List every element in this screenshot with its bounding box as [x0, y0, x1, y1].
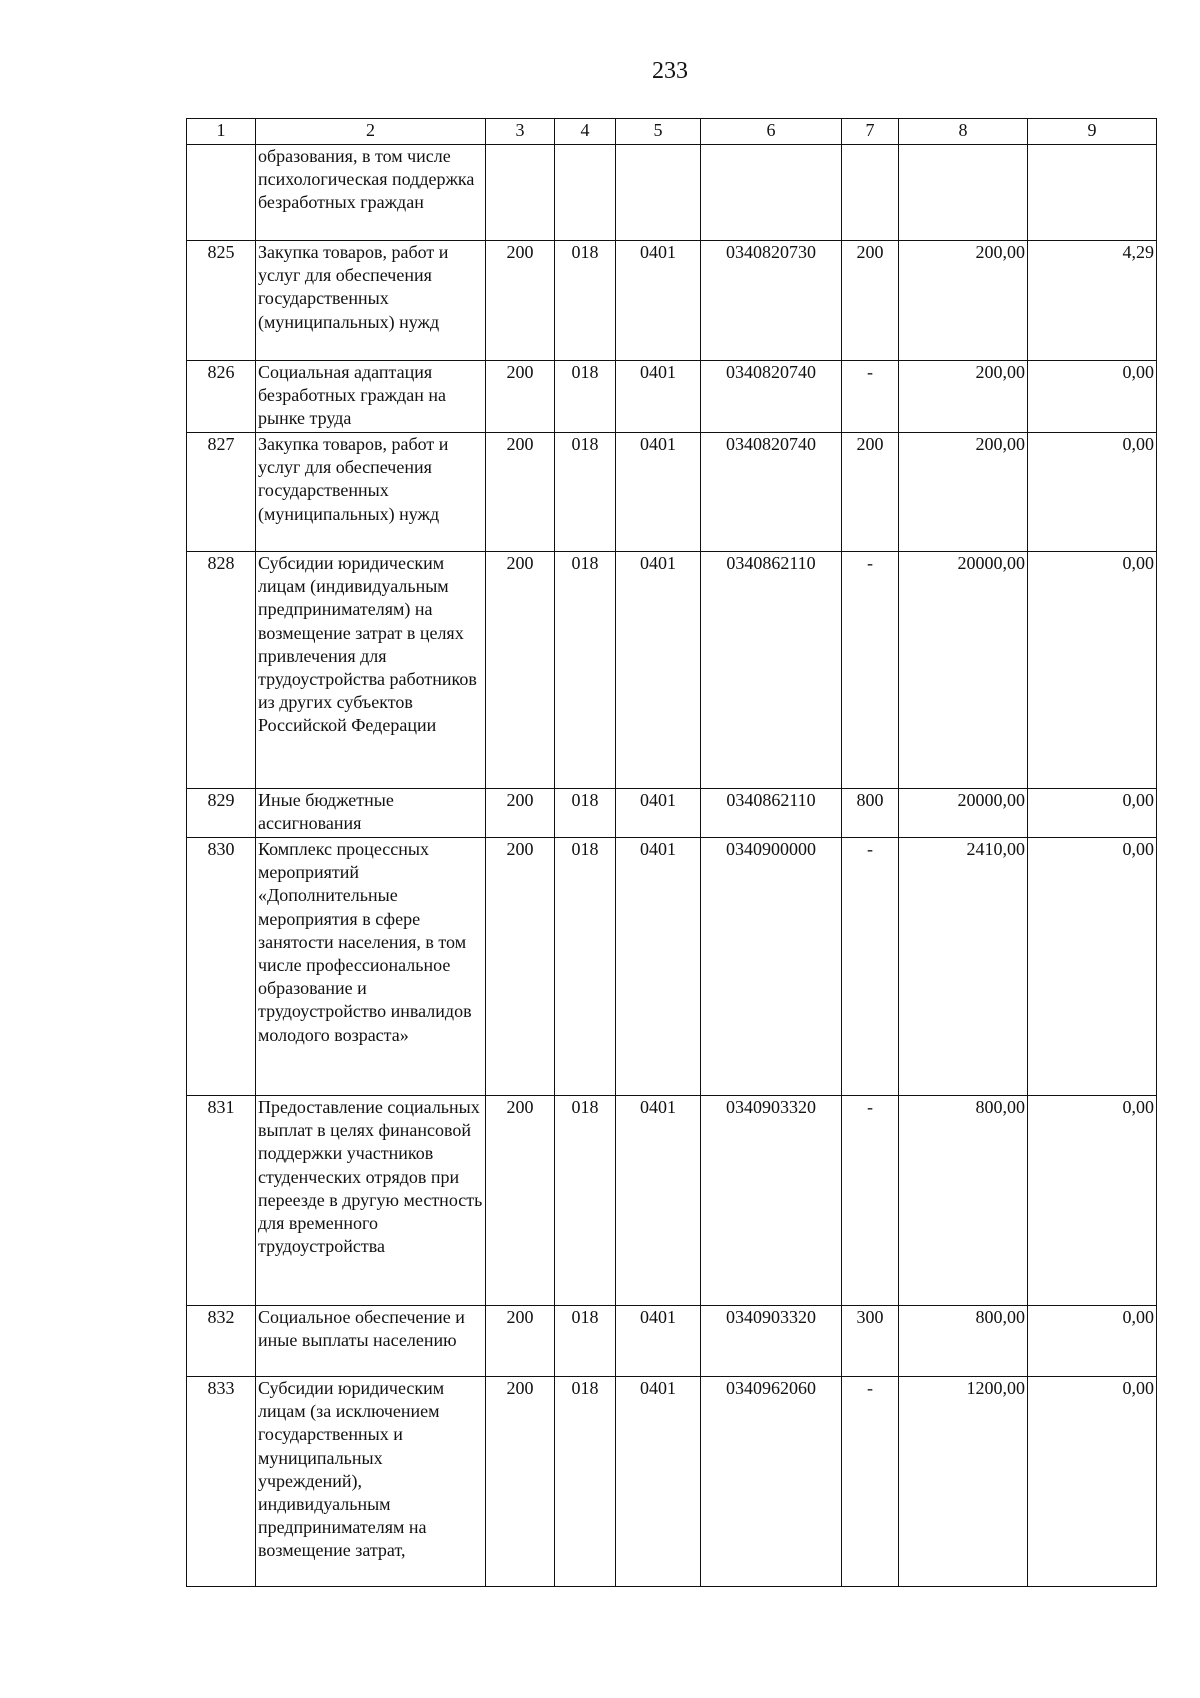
cell-col5: 0401: [616, 789, 701, 838]
cell-col7: -: [842, 1096, 899, 1306]
cell-col5: 0401: [616, 1377, 701, 1587]
row-number-cell: 831: [187, 1096, 256, 1306]
cell-col5: 0401: [616, 361, 701, 433]
cell-col7: 300: [842, 1306, 899, 1377]
row-name-cell: Иные бюджетные ассигнования: [256, 789, 486, 838]
cell-col9: 0,00: [1028, 361, 1157, 433]
row-number-cell: 832: [187, 1306, 256, 1377]
row-number-cell: 833: [187, 1377, 256, 1587]
cell-col7: 200: [842, 433, 899, 552]
cell-col6: [701, 145, 842, 241]
cell-col6: 0340903320: [701, 1096, 842, 1306]
cell-col8: 200,00: [899, 433, 1028, 552]
cell-col6: 0340820730: [701, 241, 842, 361]
cell-col5: [616, 145, 701, 241]
row-number-cell: 825: [187, 241, 256, 361]
cell-col8: 200,00: [899, 241, 1028, 361]
header-cell: 5: [616, 119, 701, 145]
row-number-cell: 827: [187, 433, 256, 552]
cell-col4: 018: [555, 552, 616, 789]
table-row: [187, 361, 1157, 433]
table-row: [187, 1377, 1157, 1587]
cell-col3: 200: [486, 789, 555, 838]
cell-col3: 200: [486, 433, 555, 552]
cell-col8: 20000,00: [899, 789, 1028, 838]
row-number-cell: 830: [187, 838, 256, 1096]
cell-col3: 200: [486, 1096, 555, 1306]
table-row: [187, 433, 1157, 552]
header-cell: 1: [187, 119, 256, 145]
cell-col9: 4,29: [1028, 241, 1157, 361]
cell-col9: 0,00: [1028, 1306, 1157, 1377]
header-cell: 6: [701, 119, 842, 145]
cell-col4: 018: [555, 789, 616, 838]
row-name-cell: Социальное обеспечение и иные выплаты населению: [256, 1306, 486, 1377]
cell-col4: 018: [555, 1306, 616, 1377]
cell-col7: [842, 145, 899, 241]
header-cell: 4: [555, 119, 616, 145]
cell-col4: [555, 145, 616, 241]
table-row: [187, 789, 1157, 838]
cell-col9: 0,00: [1028, 838, 1157, 1096]
budget-table: [186, 118, 1157, 1587]
cell-col3: 200: [486, 1306, 555, 1377]
cell-col6: 0340900000: [701, 838, 842, 1096]
cell-col3: 200: [486, 241, 555, 361]
cell-col6: 0340862110: [701, 789, 842, 838]
row-name-cell: Субсидии юридическим лицам (за исключением государственных и муниципальных учреждений), индивидуальным предпринимателям на возмещение затрат,: [256, 1377, 486, 1587]
row-name-cell: Закупка товаров, работ и услуг для обеспечения государственных (муниципальных) нужд: [256, 433, 486, 552]
row-name-cell: Закупка товаров, работ и услуг для обеспечения государственных (муниципальных) нужд: [256, 241, 486, 361]
cell-col5: 0401: [616, 552, 701, 789]
cell-col9: [1028, 145, 1157, 241]
cell-col4: 018: [555, 1377, 616, 1587]
cell-col7: -: [842, 1377, 899, 1587]
cell-col5: 0401: [616, 241, 701, 361]
cell-col5: 0401: [616, 1096, 701, 1306]
cell-col4: 018: [555, 241, 616, 361]
table-row: [187, 241, 1157, 361]
cell-col4: 018: [555, 361, 616, 433]
cell-col5: 0401: [616, 838, 701, 1096]
cell-col4: 018: [555, 433, 616, 552]
cell-col9: 0,00: [1028, 789, 1157, 838]
cell-col6: 0340903320: [701, 1306, 842, 1377]
row-name-cell: Субсидии юридическим лицам (индивидуальным предпринимателям) на возмещение затрат в целях привлечения для трудоустройства работников из других субъектов Российской Федерации: [256, 552, 486, 789]
cell-col8: 200,00: [899, 361, 1028, 433]
header-cell: 2: [256, 119, 486, 145]
cell-col8: 1200,00: [899, 1377, 1028, 1587]
table-row: [187, 838, 1157, 1096]
cell-col9: 0,00: [1028, 433, 1157, 552]
header-row: [187, 119, 1157, 145]
cell-col9: 0,00: [1028, 1096, 1157, 1306]
row-number-cell: 826: [187, 361, 256, 433]
header-cell: 7: [842, 119, 899, 145]
cell-col8: 20000,00: [899, 552, 1028, 789]
cell-col7: 200: [842, 241, 899, 361]
row-number-cell: 829: [187, 789, 256, 838]
table-row: [187, 1096, 1157, 1306]
cell-col7: 800: [842, 789, 899, 838]
cell-col3: 200: [486, 838, 555, 1096]
table-row: [187, 552, 1157, 789]
row-name-cell: Комплекс процессных мероприятий «Дополнительные мероприятия в сфере занятости населения, в том числе профессиональное образование и трудоустройство инвалидов молодого возраста»: [256, 838, 486, 1096]
cell-col3: 200: [486, 1377, 555, 1587]
cell-col7: -: [842, 361, 899, 433]
row-name-cell: Предоставление социальных выплат в целях финансовой поддержки участников студенческих отрядов при переезде в другую местность для временного трудоустройства: [256, 1096, 486, 1306]
cell-col4: 018: [555, 838, 616, 1096]
cell-col7: -: [842, 838, 899, 1096]
page-number: 233: [652, 58, 688, 84]
cell-col8: 800,00: [899, 1096, 1028, 1306]
cell-col5: 0401: [616, 433, 701, 552]
table-row: [187, 1306, 1157, 1377]
cell-col8: 800,00: [899, 1306, 1028, 1377]
cell-col7: -: [842, 552, 899, 789]
row-number-cell: [187, 145, 256, 241]
header-cell: 3: [486, 119, 555, 145]
cell-col6: 0340820740: [701, 433, 842, 552]
cell-col8: 2410,00: [899, 838, 1028, 1096]
row-number-cell: 828: [187, 552, 256, 789]
cell-col3: 200: [486, 552, 555, 789]
cell-col6: 0340862110: [701, 552, 842, 789]
cell-col8: [899, 145, 1028, 241]
cell-col6: 0340962060: [701, 1377, 842, 1587]
header-cell: 9: [1028, 119, 1157, 145]
cell-col9: 0,00: [1028, 1377, 1157, 1587]
header-cell: 8: [899, 119, 1028, 145]
cell-col3: [486, 145, 555, 241]
cell-col5: 0401: [616, 1306, 701, 1377]
row-name-cell: образования, в том числе психологическая поддержка безработных граждан: [256, 145, 486, 241]
cell-col6: 0340820740: [701, 361, 842, 433]
cell-col4: 018: [555, 1096, 616, 1306]
table-row: [187, 145, 1157, 241]
row-name-cell: Социальная адаптация безработных граждан на рынке труда: [256, 361, 486, 433]
cell-col3: 200: [486, 361, 555, 433]
cell-col9: 0,00: [1028, 552, 1157, 789]
